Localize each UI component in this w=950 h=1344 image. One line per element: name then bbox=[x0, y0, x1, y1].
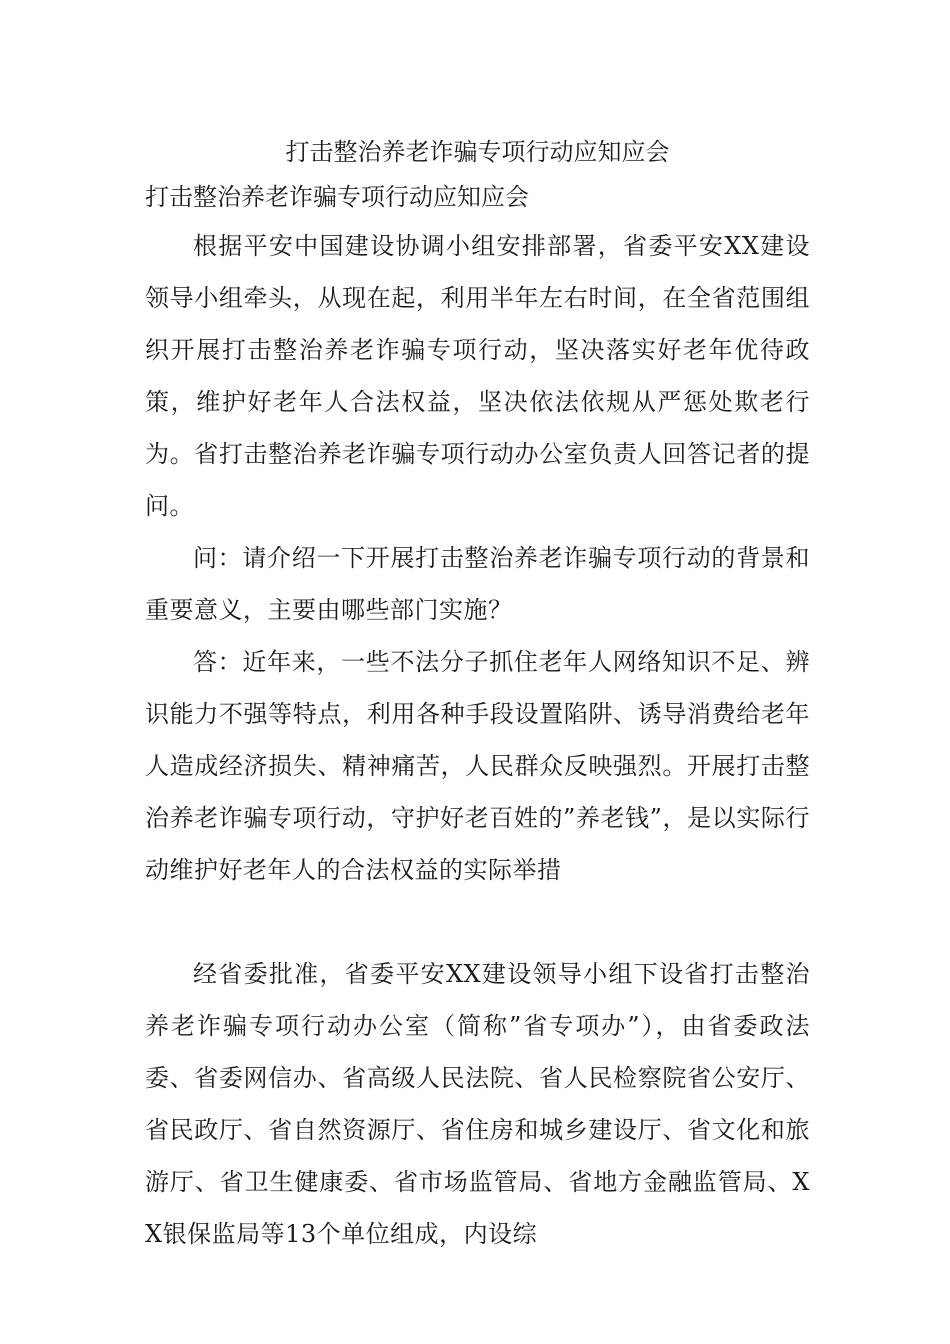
document-title: 打击整治养老诈骗专项行动应知应会 bbox=[285, 138, 670, 166]
paragraph-question: 问：请介绍一下开展打击整治养老诈骗专项行动的背景和重要意义，主要由哪些部门实施？ bbox=[145, 544, 810, 624]
paragraph-answer: 答：近年来，一些不法分子抓住老年人网络知识不足、辨识能力不强等特点，利用各种手段设置陷阱、诱导消费给老年人造成经济损失、精神痛苦，人民群众反映强烈。开展打击整治养老诈骗专项行动，守护好老百姓的”养老钱”，是以实际行动维护好老年人的合法权益的实际举措 bbox=[145, 648, 810, 884]
paragraph-office-composition: 经省委批准，省委平安XX建设领导小组下设省打击整治养老诈骗专项行动办公室（简称”省专项办”），由省委政法委、省委网信办、省高级人民法院、省人民检察院省公安厅、省民政厅、省自然资源厅、省住房和城乡建设厅、省文化和旅游厅、省卫生健康委、省市场监管局、省地方金融监管局、XX银保监局等13个单位组成，内设综 bbox=[145, 960, 810, 1248]
paragraph-intro: 根据平安中国建设协调小组安排部署，省委平安XX建设领导小组牵头，从现在起，利用半年左右时间，在全省范围组织开展打击整治养老诈骗专项行动，坚决落实好老年优待政策，维护好老年人合法权益，坚决依法依规从严惩处欺老行为。省打击整治养老诈骗专项行动办公室负责人回答记者的提问。 bbox=[145, 232, 810, 520]
document-body bbox=[145, 132, 810, 1260]
document-subtitle: 打击整治养老诈骗专项行动应知应会 bbox=[145, 183, 529, 211]
